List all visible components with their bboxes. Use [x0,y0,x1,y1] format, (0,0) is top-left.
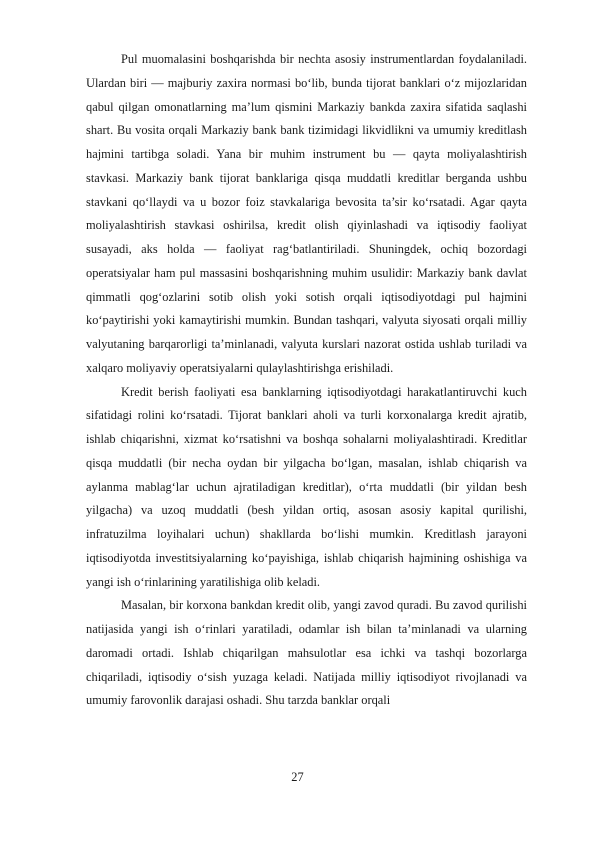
page-number: 27 [291,770,304,784]
paragraph-money-circulation: Pul muomalasini boshqarishda bir nechta asosiy instrumentlardan foydalaniladi. Ulardan biri — majburiy zaxira normasi bo‘lib, bunda tijorat banklari o‘z mijozlaridan qabul qilgan omonatlarning ma’lum qismini Markaziy bankda zaxira sifatida saqlashi shart. Bu vosita orqali Markaziy bank bank tizimidagi likvidlikni va umumiy kreditlash hajmini tartibga soladi. Yana bir muhim instrument bu — qayta moliyalashtirish stavkasi. Markaziy bank tijorat banklariga qisqa muddatli kreditlar berganda ushbu stavkani qo‘llaydi va u bozor foiz stavkalariga bevosita ta’sir ko‘rsatadi. Agar qayta moliyalashtirish stavkasi oshirilsa, kredit olish qiyinlashadi va iqtisodiy faoliyat susayadi, aks holda — faoliyat rag‘batlantiriladi. Shuningdek, ochiq bozordagi operatsiyalar ham pul massasini boshqarishning muhim usulidir: Markaziy bank davlat qimmatli qog‘ozlarini sotib olish yoki sotish orqali iqtisodiyotdagi pul hajmini ko‘paytirishi yoki kamaytirishi mumkin. Bundan tashqari, valyuta siyosati orqali milliy valyutaning barqarorligi ta’minlanadi, valyuta kurslari nazorat ostida ushlab turiladi va xalqaro moliyaviy operatsiyalarni qulaylashtirishga erishiladi. [86,52,527,375]
paragraph-credit-activity: Kredit berish faoliyati esa banklarning iqtisodiyotdagi harakatlantiruvchi kuch sifatidagi rolini ko‘rsatadi. Tijorat banklari aholi va turli korxonalarga kredit ajratib, ishlab chiqarishni, xizmat ko‘rsatishni va boshqa sohalarni moliyalashtiradi. Kreditlar qisqa muddatli (bir necha oydan bir yilgacha bo‘lgan, masalan, ishlab chiqarish va aylanma mablag‘lar uchun ajratiladigan kreditlar), o‘rta muddatli (bir yildan besh yilgacha) va uzoq muddatli (besh yildan ortiq, asosan asosiy kapital qurilishi, infratuzilma loyihalari uchun) shakllarda bo‘lishi mumkin. Kreditlash jarayoni iqtisodiyotda investitsiyalarning ko‘payishiga, ishlab chiqarish hajmining oshishiga va yangi ish o‘rinlarining yaratilishiga olib keladi. [86,384,527,589]
body-text [86,48,527,713]
paragraph-example: Masalan, bir korxona bankdan kredit olib, yangi zavod quradi. Bu zavod qurilishi natijasida yangi ish o‘rinlari yaratiladi, odamlar ish bilan ta’minlanadi va ularning daromadi ortadi. Ishlab chiqarilgan mahsulotlar esa ichki va tashqi bozorlarga chiqariladi, iqtisodiy o‘sish yuzaga keladi. Natijada milliy iqtisodiyot rivojlanadi va umumiy farovonlik darajasi oshadi. Shu tarzda banklar orqali [86,598,527,708]
